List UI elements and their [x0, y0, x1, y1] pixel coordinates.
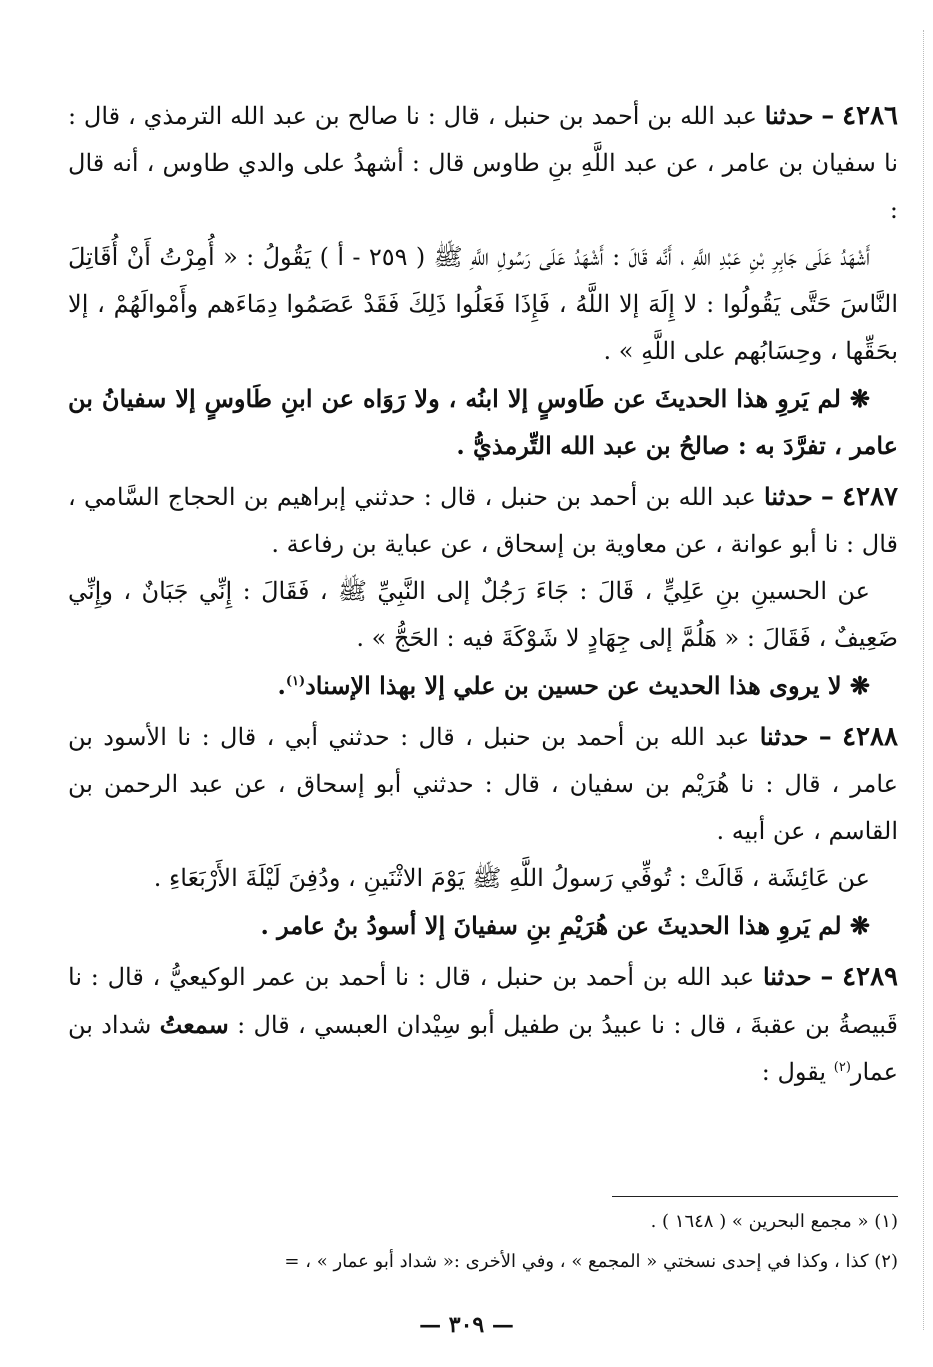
dash: –: [820, 962, 834, 992]
hadith-lead: حدثنا: [759, 722, 809, 751]
dash: –: [820, 482, 834, 512]
note-text: لم يَروِ هذا الحديثَ عن هُرَيْمِ بنِ سفيانَ إلا أسودُ بنُ عامر .: [260, 911, 842, 940]
page-body: [68, 92, 898, 1096]
footnote-2: (٢) كذا ، وكذا في إحدى نسختي « المجمع » ، وفي الأخرى :« شداد أبو عمار » ، =: [284, 1251, 898, 1272]
footnote-separator: [612, 1196, 898, 1197]
hadith-4286-isnad: [68, 92, 898, 234]
footnotes: [68, 1202, 898, 1282]
note-end: .: [277, 671, 286, 700]
star-icon: ❋: [849, 911, 870, 940]
footnote-ref: (٢): [833, 1060, 851, 1075]
hadith-number: ٤٢٨٩: [842, 962, 899, 992]
hadith-4288-isnad: [68, 713, 898, 855]
hadith-number: ٤٢٨٨: [842, 722, 898, 752]
hadith-lead: حدثنا: [764, 482, 813, 511]
footnote-ref: (١): [285, 674, 306, 689]
isnad-sami-tu: سمعتُ: [159, 1010, 229, 1039]
hadith-lead: حدثنا: [762, 962, 812, 991]
isnad-text: عبد الله بن أحمد بن حنبل ، قال : نا صالح بن عبد الله الترمذي ، قال : نا سفيان بن عامر ، عن عبد اللَّهِ بنِ طاوس قال : أشهدُ على والدي طاوس ، أنه قال :: [68, 102, 898, 224]
hadith-4289-isnad: [68, 953, 898, 1096]
star-icon: ❋: [849, 384, 870, 413]
footnote-1: (١) « مجمع البحرين » ( ١٦٤٨ ) .: [650, 1211, 898, 1232]
dash: –: [821, 101, 835, 131]
isnad-text: عبد الله بن أحمد بن حنبل ، قال : حدثني إبراهيم بن الحجاج السَّامي ، قال : نا أبو عوانة ، عن معاوية بن إسحاق ، عن عباية بن رفاعة .: [68, 483, 898, 558]
hadith-4288-note: [68, 902, 898, 949]
hadith-4288-matn: عن عَائِشَة ، قَالَتْ : تُوفِّي رَسولُ اللَّهِ ﷺ يَوْمَ الاثْنَينِ ، ودُفِنَ لَيْلَةَ الأَرْبَعَاءِ .: [153, 864, 870, 892]
hadith-4286-note: [68, 375, 898, 469]
hadith-4286-matn: أَشْهَدُ عَلَى جَابِرِ بْنِ عَبْدِ اللَّهِ ، أَنَّه قَالَ : أَشْهَدُ عَلَى رَسُولِ اللَّهِ ﷺ ( ٢٥٩ - أ ) يَقُولُ : « أُمِرْتُ أَنْ أُقَاتِلَ النَّاسَ حَتَّى يَقُولُوا : لا إِلَهَ إلا اللَّهُ ، فَإِذَا فَعَلُوا ذَلِكَ فَقَدْ عَصَمُوا دِمَاءَهم وأَمْوالَهُمْ ، إلا بحَقِّها ، وحِسَابُهم على اللَّهِ » .: [68, 243, 898, 365]
isnad-end: يقول :: [761, 1058, 827, 1086]
note-text: لا يروى هذا الحديث عن حسين بن علي إلا بهذا الإسناد: [305, 671, 842, 700]
isnad-text: عبد الله بن أحمد بن حنبل ، قال : نا أحمد بن عمر الوكيعيُّ ، قال : نا قَبيصةُ بن عقبةَ ، قال : نا عبيدُ بن طفيل أبو سِيْدان العبسي ، قال :: [68, 963, 899, 1039]
note-text: لم يَروِ هذا الحديثَ عن طَاوسٍ إلا ابنُه ، ولا رَوَاه عن ابنِ طَاوسٍ إلا سفيانُ بن عامر ، تفرَّدَ به : صالحُ بن عبد الله التِّرمذيُّ .: [68, 384, 898, 460]
hadith-number: ٤٢٨٧: [842, 482, 898, 512]
hadith-4287-matn: عن الحسينِ بنِ عَلِيٍّ ، قَالَ : جَاءَ رَجُلٌ إلى النَّبِيِّ ﷺ ، فَقَالَ : إِنِّي جَبَانٌ ، وإِنِّي ضَعِيفٌ ، فَقَالَ : « هَلُمَّ إلى جِهَادٍ لا شَوْكَةَ فيه : الحَجُّ » .: [68, 577, 898, 652]
isnad-narrator: شداد بن عمار: [68, 1011, 898, 1086]
star-icon: ❋: [849, 671, 870, 700]
dash: –: [818, 722, 832, 752]
isnad-text: عبد الله بن أحمد بن حنبل ، قال : حدثني أبي ، قال : نا الأسود بن عامر ، قال : نا هُرَيْم بن سفيان ، قال : حدثني أبو إسحاق ، عن عبد الرحمن بن القاسم ، عن أبيه .: [68, 723, 898, 845]
margin-dotted-line: [923, 30, 924, 1330]
page-number: — ٣٠٩ —: [419, 1312, 514, 1338]
hadith-number: ٤٢٨٦: [842, 101, 899, 131]
hadith-4287-note: [68, 662, 898, 709]
hadith-4287-isnad: [68, 473, 898, 568]
hadith-lead: حدثنا: [764, 101, 814, 130]
